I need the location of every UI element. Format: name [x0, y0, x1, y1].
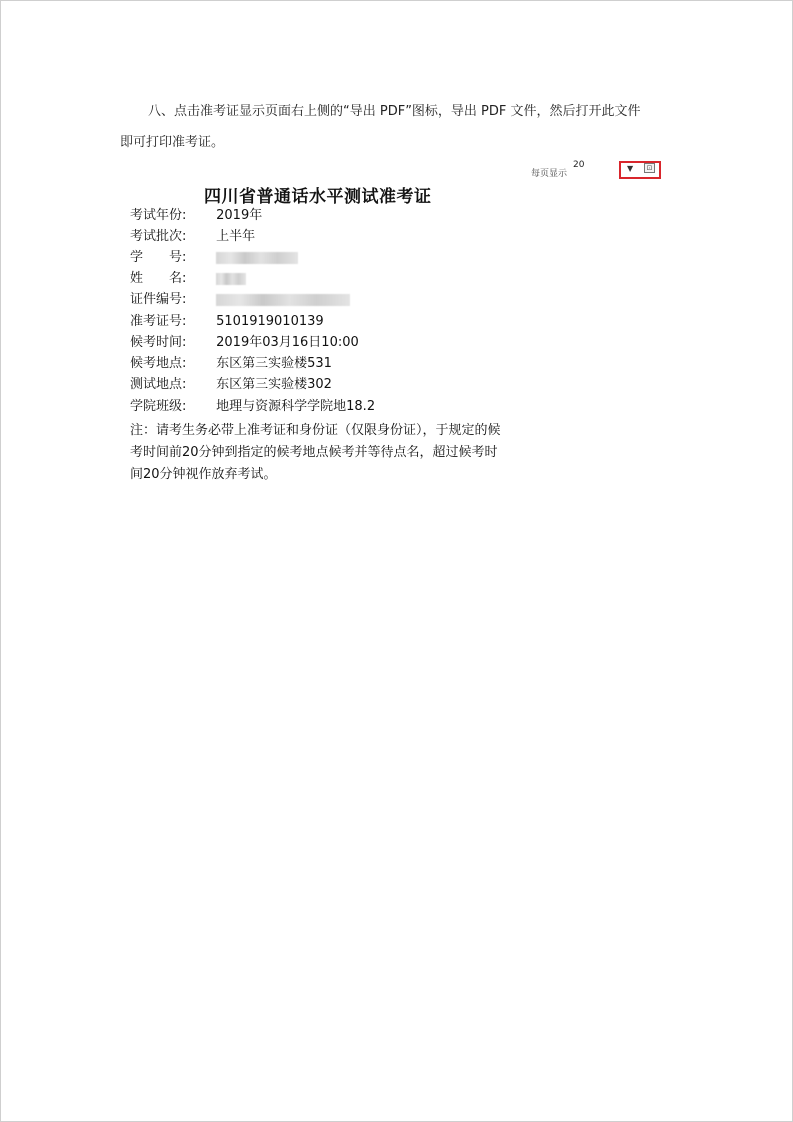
field-label: 学 号: — [130, 250, 187, 265]
field-label: 测试地点: — [130, 377, 187, 392]
field-label: 姓 名: — [130, 271, 187, 286]
field-label: 考试批次: — [130, 229, 187, 244]
per-page-label: 每页显示 — [531, 169, 568, 179]
admission-card-title: 四川省普通话水平测试准考证 — [204, 187, 432, 207]
field-value: 5101919010139 — [216, 314, 324, 329]
redacted-student-id — [216, 252, 298, 264]
field-label: 候考地点: — [130, 356, 187, 371]
field-value: 上半年 — [216, 229, 256, 244]
instruction-line-1: 八、点击准考证显示页面右上侧的“导出 PDF”图标，导出 PDF 文件，然后打开此文件 — [148, 104, 641, 119]
field-row-ticket-number — [130, 313, 324, 331]
field-value: 2019年 — [216, 208, 263, 223]
per-page-value[interactable]: 20 — [573, 160, 585, 170]
field-row-name — [130, 270, 246, 288]
field-row-id-number — [130, 291, 350, 309]
field-value: 东区第三实验楼302 — [216, 377, 332, 392]
field-label: 准考证号: — [130, 314, 187, 329]
field-label: 候考时间: — [130, 335, 187, 350]
field-row-exam-batch — [130, 228, 255, 246]
field-label: 学院班级: — [130, 399, 187, 414]
field-row-student-id — [130, 249, 298, 267]
exam-notice: 注：请考生务必带上准考证和身份证（仅限身份证），于规定的候考时间前20分钟到指定的候考地点候考并等待点名，超过候考时间20分钟视作放弃考试。 — [130, 423, 501, 482]
field-value: 2019年03月16日10:00 — [216, 335, 359, 350]
field-row-waiting-place — [130, 355, 332, 373]
pdf-export-icon[interactable]: ⊡ — [644, 163, 655, 173]
field-row-test-place — [130, 376, 332, 394]
field-value: 地理与资源科学学院地18.2 — [216, 399, 376, 414]
field-row-class — [130, 398, 375, 416]
field-label: 证件编号: — [130, 292, 187, 307]
field-row-exam-year — [130, 207, 262, 225]
redacted-name — [216, 273, 246, 285]
field-value: 东区第三实验楼531 — [216, 356, 332, 371]
field-label: 考试年份: — [130, 208, 187, 223]
field-row-waiting-time — [130, 334, 359, 352]
dropdown-arrow-icon[interactable]: ▼ — [627, 164, 634, 173]
instruction-line-2: 即可打印准考证。 — [120, 135, 225, 150]
redacted-id-number — [216, 294, 350, 306]
